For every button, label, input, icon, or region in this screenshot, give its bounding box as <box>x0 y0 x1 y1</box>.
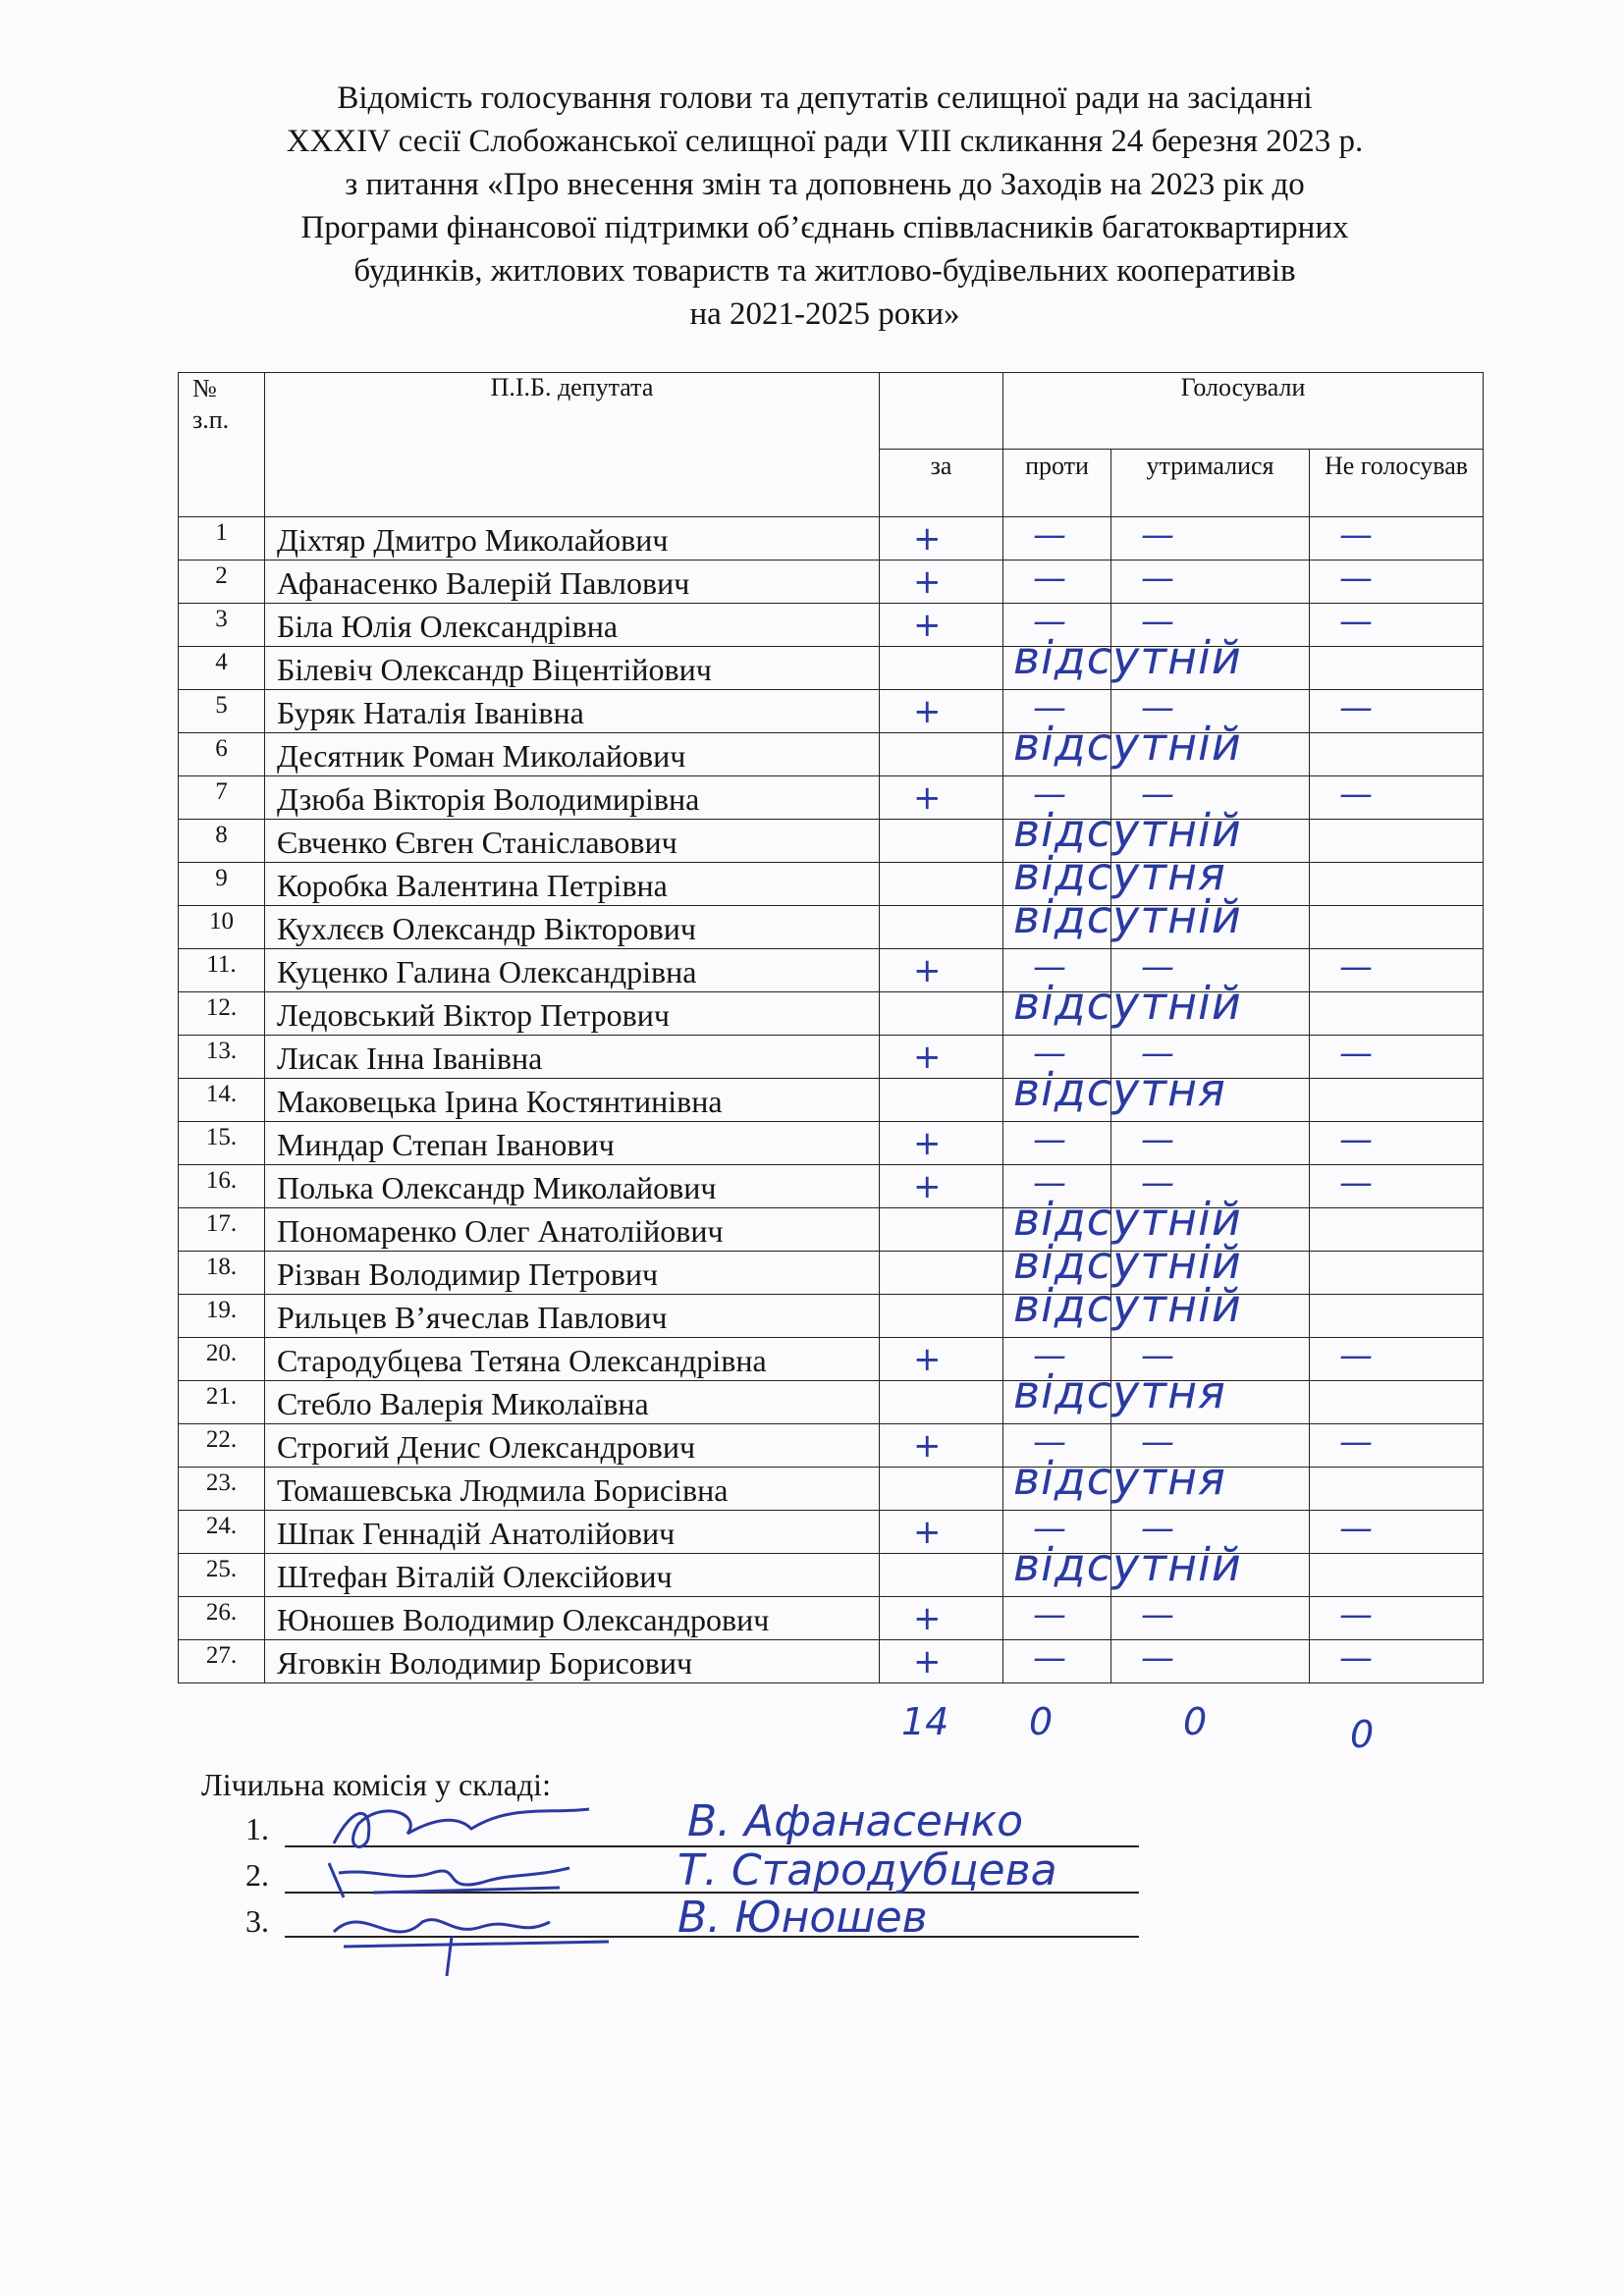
absent-note: відсутня <box>1013 847 1226 900</box>
deputy-name: Діхтяр Дмитро Миколайович <box>265 517 880 561</box>
dash-mark: — <box>1033 1422 1066 1462</box>
vote-cell-not-voted <box>1310 820 1484 863</box>
plus-mark: + <box>913 1167 942 1206</box>
row-number: 9 <box>179 863 265 906</box>
vote-cell-not-voted <box>1310 1208 1484 1252</box>
row-number: 25. <box>179 1554 265 1597</box>
row-number: 8 <box>179 820 265 863</box>
dash-mark: — <box>1339 602 1373 641</box>
row-number: 23. <box>179 1468 265 1511</box>
dash-mark: — <box>1141 559 1174 598</box>
deputy-name: Миндар Степан Іванович <box>265 1122 880 1165</box>
deputy-name: Стародубцева Тетяна Олександрівна <box>265 1338 880 1381</box>
vote-cell-not-voted <box>1310 1468 1484 1511</box>
vote-cell-not-voted <box>1310 604 1484 647</box>
absent-note: відсутній <box>1013 718 1242 771</box>
deputy-name: Афанасенко Валерій Павлович <box>265 561 880 604</box>
vote-cell-for <box>880 1036 1003 1079</box>
vote-cell-not-voted <box>1310 1381 1484 1424</box>
deputy-name: Яговкін Володимир Борисович <box>265 1640 880 1683</box>
table-row <box>179 1511 1484 1554</box>
table-row <box>179 1597 1484 1640</box>
vote-cell-not-voted <box>1310 776 1484 820</box>
vote-cell-against <box>1003 1597 1111 1640</box>
deputy-name: Пономаренко Олег Анатолійович <box>265 1208 880 1252</box>
row-number: 19. <box>179 1295 265 1338</box>
deputy-name: Маковецька Ірина Костянтинівна <box>265 1079 880 1122</box>
vote-cell-for <box>880 1424 1003 1468</box>
voting-table <box>178 372 1484 1683</box>
vote-cell-against <box>1003 1452 1226 1511</box>
row-number: 12. <box>179 992 265 1036</box>
table-row <box>179 604 1484 647</box>
table-row <box>179 863 1484 906</box>
vote-cell-for <box>880 906 1003 949</box>
vote-cell-not-voted <box>1310 949 1484 992</box>
plus-mark: + <box>913 519 942 559</box>
deputy-name: Куценко Галина Олександрівна <box>265 949 880 992</box>
table-row <box>179 1424 1484 1468</box>
table-row <box>179 733 1484 776</box>
vote-cell-abstained <box>1111 1597 1310 1640</box>
vote-cell-for <box>880 776 1003 820</box>
dash-mark: — <box>1339 559 1373 598</box>
vote-cell-abstained <box>1111 992 1310 1036</box>
total-for: 14 <box>901 1700 949 1743</box>
dash-mark: — <box>1339 1638 1373 1678</box>
vote-cell-for <box>880 1468 1003 1511</box>
vote-cell-not-voted <box>1310 1597 1484 1640</box>
vote-cell-for <box>880 1252 1003 1295</box>
deputy-name: Рильцев В’ячеслав Павлович <box>265 1295 880 1338</box>
dash-mark: — <box>1339 947 1373 987</box>
row-number: 6 <box>179 733 265 776</box>
total-not-voted: 0 <box>1350 1713 1375 1756</box>
table-row <box>179 776 1484 820</box>
deputy-name: Строгий Денис Олександрович <box>265 1424 880 1468</box>
dash-mark: — <box>1141 1336 1174 1375</box>
table-row <box>179 1165 1484 1208</box>
vote-cell-not-voted <box>1310 1511 1484 1554</box>
vote-cell-against <box>1003 977 1242 1036</box>
vote-cell-abstained <box>1111 517 1310 561</box>
deputy-name: Коробка Валентина Петрівна <box>265 863 880 906</box>
vote-cell-against <box>1003 1122 1111 1165</box>
deputy-name: Десятник Роман Миколайович <box>265 733 880 776</box>
vote-cell-for <box>880 1122 1003 1165</box>
plus-mark: + <box>913 1513 942 1552</box>
table-row <box>179 1640 1484 1683</box>
vote-cell-abstained <box>1111 1554 1310 1597</box>
row-number: 15. <box>179 1122 265 1165</box>
dash-mark: — <box>1141 774 1174 814</box>
vote-cell-for <box>880 517 1003 561</box>
vote-cell-against <box>1003 561 1111 604</box>
header-blank <box>880 373 1003 450</box>
vote-cell-not-voted <box>1310 647 1484 690</box>
title-line: з питання «Про внесення змін та доповнень до Заходів на 2023 рік до <box>345 167 1305 202</box>
vote-cell-for <box>880 820 1003 863</box>
table-row <box>179 1252 1484 1295</box>
row-number: 1 <box>179 517 265 561</box>
table-row <box>179 690 1484 733</box>
vote-cell-not-voted <box>1310 1252 1484 1295</box>
row-number: 10 <box>179 906 265 949</box>
deputy-name: Шпак Геннадій Анатолійович <box>265 1511 880 1554</box>
dash-mark: — <box>1033 1509 1066 1548</box>
plus-mark: + <box>913 1124 942 1163</box>
absent-note: відсутній <box>1013 1279 1242 1332</box>
vote-cell-against <box>1003 890 1242 949</box>
commission-member-name: В. Юношев <box>677 1893 928 1943</box>
row-number: 18. <box>179 1252 265 1295</box>
header-voted: Голосували <box>1003 373 1484 450</box>
vote-cell-not-voted <box>1310 992 1484 1036</box>
header-against: проти <box>1003 450 1111 517</box>
vote-cell-not-voted <box>1310 1122 1484 1165</box>
deputy-name: Кухлєєв Олександр Вікторович <box>265 906 880 949</box>
vote-cell-for <box>880 1597 1003 1640</box>
vote-cell-abstained <box>1111 906 1310 949</box>
deputy-name: Стебло Валерія Миколаївна <box>265 1381 880 1424</box>
dash-mark: — <box>1033 1638 1066 1678</box>
vote-cell-for <box>880 1208 1003 1252</box>
dash-mark: — <box>1339 1163 1373 1202</box>
vote-cell-abstained <box>1111 647 1310 690</box>
commission-member-name: Т. Стародубцева <box>677 1845 1057 1896</box>
commission-number: 1. <box>245 1811 269 1846</box>
plus-mark: + <box>913 1038 942 1077</box>
dash-mark: — <box>1339 1336 1373 1375</box>
vote-cell-for <box>880 733 1003 776</box>
absent-note: відсутній <box>1013 1236 1242 1289</box>
vote-cell-not-voted <box>1310 561 1484 604</box>
vote-cell-not-voted <box>1310 863 1484 906</box>
vote-cell-for <box>880 1381 1003 1424</box>
vote-cell-for <box>880 1165 1003 1208</box>
signature-3 <box>314 1893 628 1981</box>
vote-cell-against <box>1003 631 1242 690</box>
header-for: за <box>880 450 1003 517</box>
document-title <box>177 77 1473 336</box>
vote-cell-against <box>1003 1279 1242 1338</box>
dash-mark: — <box>1141 1638 1174 1678</box>
row-number: 5 <box>179 690 265 733</box>
vote-cell-abstained <box>1111 561 1310 604</box>
commission-number: 2. <box>245 1857 269 1893</box>
title-line: будинків, житлових товариств та житлово-будівельних кооперативів <box>353 253 1296 289</box>
absent-note: відсутня <box>1013 1452 1226 1505</box>
commission-number: 3. <box>245 1903 269 1939</box>
total-against: 0 <box>1029 1700 1054 1743</box>
plus-mark: + <box>913 606 942 645</box>
header-abstained: утрималися <box>1111 450 1310 517</box>
plus-mark: + <box>913 778 942 818</box>
vote-cell-for <box>880 604 1003 647</box>
table-row <box>179 517 1484 561</box>
table-row <box>179 1295 1484 1338</box>
table-row <box>179 906 1484 949</box>
deputy-name: Євченко Євген Станіславович <box>265 820 880 863</box>
row-number: 22. <box>179 1424 265 1468</box>
vote-cell-for <box>880 1338 1003 1381</box>
vote-cell-abstained <box>1111 733 1310 776</box>
plus-mark: + <box>913 692 942 731</box>
table-row <box>179 1208 1484 1252</box>
dash-mark: — <box>1339 688 1373 727</box>
vote-cell-abstained <box>1111 1122 1310 1165</box>
table-row <box>179 1468 1484 1511</box>
row-number: 3 <box>179 604 265 647</box>
vote-cell-against <box>1003 1063 1226 1122</box>
dash-mark: — <box>1339 1422 1373 1462</box>
vote-cell-abstained <box>1111 1381 1310 1424</box>
absent-note: відсутній <box>1013 977 1242 1030</box>
vote-cell-for <box>880 690 1003 733</box>
table-row <box>179 1122 1484 1165</box>
vote-cell-against <box>1003 1538 1242 1597</box>
dash-mark: — <box>1339 1509 1373 1548</box>
dash-mark: — <box>1141 1163 1174 1202</box>
vote-cell-for <box>880 949 1003 992</box>
dash-mark: — <box>1141 947 1174 987</box>
row-number: 2 <box>179 561 265 604</box>
vote-cell-for <box>880 1554 1003 1597</box>
dash-mark: — <box>1141 1595 1174 1634</box>
deputy-name: Ледовський Віктор Петрович <box>265 992 880 1036</box>
dash-mark: — <box>1033 515 1066 555</box>
row-number: 7 <box>179 776 265 820</box>
header-name: П.І.Б. депутата <box>265 373 880 517</box>
absent-note: відсутній <box>1013 804 1242 857</box>
vote-cell-not-voted <box>1310 733 1484 776</box>
vote-cell-against <box>1003 517 1111 561</box>
table-row <box>179 1036 1484 1079</box>
row-number: 21. <box>179 1381 265 1424</box>
vote-cell-for <box>880 1079 1003 1122</box>
vote-cell-not-voted <box>1310 517 1484 561</box>
dash-mark: — <box>1339 1034 1373 1073</box>
dash-mark: — <box>1033 1336 1066 1375</box>
vote-cell-abstained <box>1111 1295 1310 1338</box>
dash-mark: — <box>1033 947 1066 987</box>
plus-mark: + <box>913 1599 942 1638</box>
absent-note: відсутній <box>1013 1538 1242 1591</box>
row-number: 17. <box>179 1208 265 1252</box>
vote-cell-against <box>1003 1365 1226 1424</box>
table-row <box>179 1338 1484 1381</box>
vote-cell-not-voted <box>1310 1295 1484 1338</box>
row-number: 14. <box>179 1079 265 1122</box>
plus-mark: + <box>913 1340 942 1379</box>
title-line: XXXIV сесії Слобожанської селищної ради VIII скликання 24 березня 2023 р. <box>286 124 1364 159</box>
plus-mark: + <box>913 1426 942 1466</box>
vote-cell-not-voted <box>1310 1424 1484 1468</box>
title-line: Програми фінансової підтримки об’єднань співвласників багатоквартирних <box>300 210 1349 245</box>
dash-mark: — <box>1339 1120 1373 1159</box>
deputy-name: Полька Олександр Миколайович <box>265 1165 880 1208</box>
total-abstained: 0 <box>1183 1700 1208 1743</box>
dash-mark: — <box>1033 1034 1066 1073</box>
dash-mark: — <box>1141 1509 1174 1548</box>
table-row <box>179 1554 1484 1597</box>
deputy-name: Буряк Наталія Іванівна <box>265 690 880 733</box>
vote-cell-for <box>880 863 1003 906</box>
dash-mark: — <box>1141 1034 1174 1073</box>
vote-cell-for <box>880 1295 1003 1338</box>
vote-cell-for <box>880 1640 1003 1683</box>
commission-label: Лічильна комісія у складі: <box>201 1767 551 1802</box>
deputy-name: Томашевська Людмила Борисівна <box>265 1468 880 1511</box>
vote-cell-for <box>880 992 1003 1036</box>
row-number: 26. <box>179 1597 265 1640</box>
absent-note: відсутня <box>1013 1063 1226 1116</box>
table-row <box>179 561 1484 604</box>
table-row <box>179 992 1484 1036</box>
table-row <box>179 1381 1484 1424</box>
deputy-name: Лисак Інна Іванівна <box>265 1036 880 1079</box>
dash-mark: — <box>1141 602 1174 641</box>
dash-mark: — <box>1141 1422 1174 1462</box>
absent-note: відсутній <box>1013 890 1242 943</box>
absent-note: відсутня <box>1013 1365 1226 1418</box>
table-row <box>179 820 1484 863</box>
vote-cell-abstained <box>1111 1640 1310 1683</box>
title-line: Відомість голосування голови та депутатів селищної ради на засіданні <box>337 80 1313 116</box>
dash-mark: — <box>1033 559 1066 598</box>
title-line: на 2021-2025 роки» <box>689 296 960 332</box>
vote-cell-abstained <box>1111 1468 1310 1511</box>
vote-cell-not-voted <box>1310 1554 1484 1597</box>
vote-cell-against <box>1003 718 1242 776</box>
row-number: 27. <box>179 1640 265 1683</box>
vote-cell-not-voted <box>1310 1165 1484 1208</box>
deputy-name: Білевіч Олександр Віцентійович <box>265 647 880 690</box>
vote-cell-not-voted <box>1310 1079 1484 1122</box>
header-number: № з.п. <box>179 373 265 517</box>
dash-mark: — <box>1033 1120 1066 1159</box>
dash-mark: — <box>1033 1163 1066 1202</box>
dash-mark: — <box>1339 515 1373 555</box>
row-number: 4 <box>179 647 265 690</box>
dash-mark: — <box>1141 515 1174 555</box>
deputy-name: Дзюба Вікторія Володимирівна <box>265 776 880 820</box>
vote-cell-for <box>880 1511 1003 1554</box>
absent-note: відсутній <box>1013 631 1242 684</box>
plus-mark: + <box>913 562 942 602</box>
dash-mark: — <box>1339 774 1373 814</box>
deputy-name: Юношев Володимир Олександрович <box>265 1597 880 1640</box>
vote-cell-not-voted <box>1310 1036 1484 1079</box>
table-row <box>179 647 1484 690</box>
vote-cell-for <box>880 647 1003 690</box>
table-row <box>179 949 1484 992</box>
header-not-voted: Не голосував <box>1310 450 1484 517</box>
plus-mark: + <box>913 951 942 990</box>
vote-cell-not-voted <box>1310 1338 1484 1381</box>
dash-mark: — <box>1033 688 1066 727</box>
table-row <box>179 1079 1484 1122</box>
row-number: 11. <box>179 949 265 992</box>
deputy-name: Біла Юлія Олександрівна <box>265 604 880 647</box>
dash-mark: — <box>1033 1595 1066 1634</box>
dash-mark: — <box>1339 1595 1373 1634</box>
vote-cell-against <box>1003 1640 1111 1683</box>
vote-cell-not-voted <box>1310 690 1484 733</box>
commission-member-name: В. Афанасенко <box>687 1796 1024 1846</box>
dash-mark: — <box>1033 774 1066 814</box>
row-number: 20. <box>179 1338 265 1381</box>
dash-mark: — <box>1141 688 1174 727</box>
vote-cell-abstained <box>1111 1079 1310 1122</box>
absent-note: відсутній <box>1013 1193 1242 1246</box>
deputy-name: Різван Володимир Петрович <box>265 1252 880 1295</box>
deputy-name: Штефан Віталій Олексійович <box>265 1554 880 1597</box>
vote-cell-for <box>880 561 1003 604</box>
dash-mark: — <box>1141 1120 1174 1159</box>
vote-cell-not-voted <box>1310 906 1484 949</box>
row-number: 13. <box>179 1036 265 1079</box>
plus-mark: + <box>913 1642 942 1682</box>
dash-mark: — <box>1033 602 1066 641</box>
row-number: 24. <box>179 1511 265 1554</box>
voting-table-body <box>179 517 1484 1683</box>
row-number: 16. <box>179 1165 265 1208</box>
vote-cell-not-voted <box>1310 1640 1484 1683</box>
